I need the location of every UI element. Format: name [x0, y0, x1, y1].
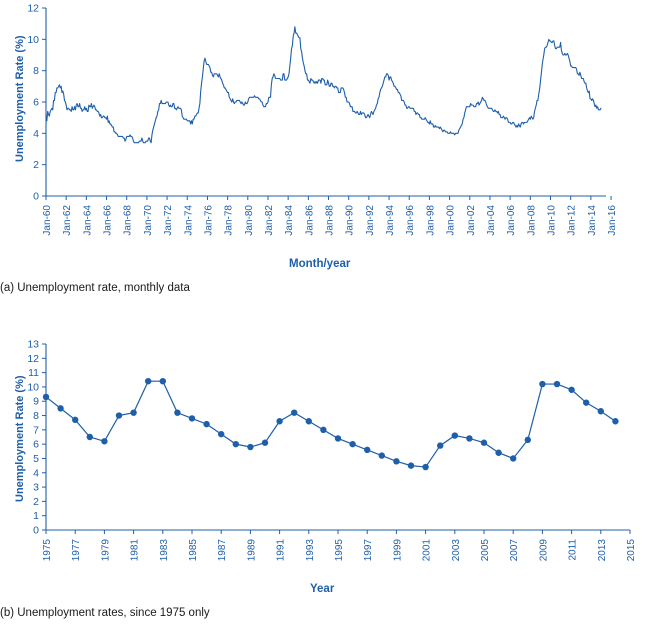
svg-text:6: 6 — [33, 96, 39, 109]
svg-text:Jan-76: Jan-76 — [203, 205, 215, 236]
svg-text:Jan-96: Jan-96 — [405, 205, 417, 236]
svg-text:Jan-80: Jan-80 — [243, 205, 255, 236]
svg-text:1987: 1987 — [217, 539, 229, 562]
chart-b-x-axis-label: Year — [310, 583, 335, 595]
svg-text:Jan-10: Jan-10 — [546, 205, 558, 236]
svg-text:Jan-74: Jan-74 — [183, 205, 195, 236]
svg-text:Jan-08: Jan-08 — [526, 205, 538, 236]
chart-b-caption: (b) Unemployment rates, since 1975 only — [0, 607, 210, 619]
svg-text:2013: 2013 — [596, 539, 608, 562]
svg-text:1995: 1995 — [334, 539, 345, 562]
svg-text:Jan-92: Jan-92 — [364, 205, 376, 236]
svg-text:1981: 1981 — [129, 539, 141, 562]
svg-text:11: 11 — [28, 367, 39, 380]
chart-a-y-axis-label: Unemployment Rate (%) — [14, 35, 26, 162]
svg-text:13: 13 — [27, 338, 39, 351]
svg-text:2015: 2015 — [626, 539, 637, 562]
svg-text:12: 12 — [27, 2, 39, 15]
svg-text:Jan-82: Jan-82 — [263, 205, 275, 236]
svg-text:1989: 1989 — [246, 539, 258, 562]
chart-a-x-tick-labels — [42, 196, 618, 236]
svg-text:2001: 2001 — [421, 539, 433, 562]
svg-text:1977: 1977 — [71, 539, 83, 562]
svg-text:Jan-90: Jan-90 — [344, 205, 356, 236]
svg-text:Jan-86: Jan-86 — [304, 205, 316, 236]
svg-text:7: 7 — [33, 424, 39, 437]
svg-text:2: 2 — [33, 495, 39, 508]
svg-text:Jan-88: Jan-88 — [324, 205, 336, 236]
svg-text:2005: 2005 — [480, 539, 491, 562]
svg-text:Jan-14: Jan-14 — [586, 205, 598, 236]
svg-text:Jan-84: Jan-84 — [284, 205, 296, 236]
svg-text:Jan-62: Jan-62 — [62, 205, 74, 236]
svg-text:2003: 2003 — [450, 539, 462, 562]
svg-text:Jan-06: Jan-06 — [506, 205, 518, 236]
chart-b-x-tick-labels — [42, 530, 637, 561]
figure-unemployment-annual — [0, 330, 667, 639]
svg-text:Jan-00: Jan-00 — [445, 205, 457, 236]
chart-b-y-axis-label: Unemployment Rate (%) — [14, 375, 26, 502]
svg-text:10: 10 — [27, 381, 39, 394]
chart-a-plot-area — [0, 0, 667, 294]
svg-text:1991: 1991 — [275, 539, 287, 562]
svg-text:8: 8 — [33, 410, 39, 423]
svg-text:2007: 2007 — [509, 539, 521, 562]
svg-text:3: 3 — [33, 481, 39, 494]
svg-text:5: 5 — [33, 452, 39, 465]
svg-text:6: 6 — [33, 438, 39, 451]
svg-text:0: 0 — [33, 524, 39, 537]
svg-text:1985: 1985 — [188, 539, 199, 562]
svg-text:4: 4 — [33, 467, 39, 480]
chart-b-y-tick-labels — [27, 339, 46, 537]
svg-text:Jan-98: Jan-98 — [425, 205, 437, 236]
svg-text:10: 10 — [27, 33, 39, 46]
chart-a-axes — [46, 8, 606, 196]
svg-text:12: 12 — [27, 352, 39, 365]
svg-text:2011: 2011 — [567, 539, 579, 561]
svg-text:Jan-78: Jan-78 — [223, 205, 235, 236]
chart-b-series-line — [46, 381, 615, 467]
svg-text:1975: 1975 — [42, 539, 53, 562]
chart-a-series-line — [46, 27, 601, 143]
svg-text:Jan-70: Jan-70 — [142, 205, 154, 236]
svg-text:0: 0 — [33, 190, 39, 203]
svg-text:Jan-72: Jan-72 — [163, 205, 175, 236]
svg-text:2: 2 — [33, 159, 39, 172]
svg-text:1993: 1993 — [304, 539, 316, 562]
svg-text:Jan-16: Jan-16 — [607, 205, 619, 236]
chart-a-x-axis-label: Month/year — [289, 258, 351, 270]
chart-a-y-tick-labels — [27, 3, 46, 203]
chart-a-svg — [0, 0, 667, 270]
svg-text:1983: 1983 — [158, 539, 170, 562]
svg-text:8: 8 — [33, 65, 39, 78]
svg-text:Jan-94: Jan-94 — [385, 205, 397, 236]
chart-a-caption: (a) Unemployment rate, monthly data — [0, 282, 190, 294]
svg-text:1997: 1997 — [363, 539, 375, 562]
svg-text:2009: 2009 — [538, 539, 550, 562]
svg-text:Jan-60: Jan-60 — [42, 205, 53, 236]
chart-b-plot-area — [0, 330, 667, 619]
svg-text:Jan-12: Jan-12 — [566, 205, 578, 236]
svg-text:1: 1 — [33, 510, 39, 523]
svg-text:9: 9 — [33, 395, 39, 408]
svg-text:1979: 1979 — [100, 539, 112, 562]
svg-text:Jan-68: Jan-68 — [122, 205, 134, 236]
svg-text:1999: 1999 — [392, 539, 404, 562]
svg-text:4: 4 — [33, 127, 39, 140]
svg-text:Jan-02: Jan-02 — [465, 205, 477, 236]
svg-text:Jan-04: Jan-04 — [485, 205, 497, 236]
svg-text:Jan-64: Jan-64 — [82, 205, 94, 236]
svg-text:Jan-66: Jan-66 — [102, 205, 114, 236]
figure-unemployment-monthly — [0, 0, 667, 310]
chart-b-svg — [0, 330, 667, 600]
